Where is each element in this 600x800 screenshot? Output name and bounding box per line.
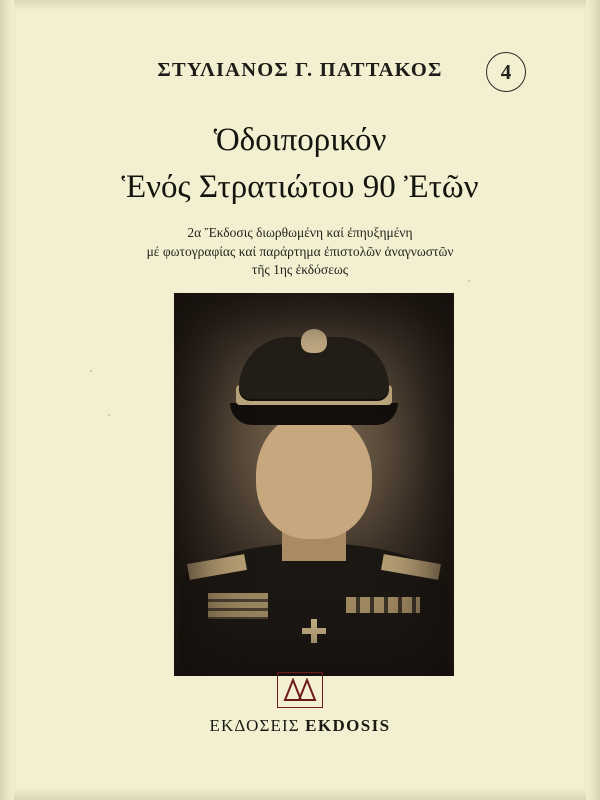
portrait-backdrop [174, 293, 454, 676]
edition-subtitle [16, 224, 584, 280]
paper-speck [468, 280, 470, 282]
book-title [16, 117, 584, 211]
edition-subtitle-line-2: μέ φωτογραφίας καί παράρτημα ἐπιστολῶν ἀναγνωστῶν [146, 243, 454, 259]
publisher-name [16, 716, 584, 736]
photo-vignette [174, 293, 454, 676]
book-title-line-2: Ἑνός Στρατιώτου 90 Ἐτῶν [121, 169, 479, 205]
edition-subtitle-line-3: τῆς 1ης ἐκδόσεως [251, 262, 349, 277]
edition-subtitle-line-1: 2α Ἔκδοσις διωρθωμένη καί ἐπηυξημένη [187, 225, 413, 240]
cover-inner-surface [16, 12, 584, 788]
series-number-badge: 4 [486, 52, 526, 92]
paper-edge-top [0, 0, 600, 10]
author-name: ΣΤΥΛΙΑΝΟΣ Γ. ΠΑΤΤΑΚΟΣ [157, 59, 443, 81]
author-portrait-photo [174, 293, 454, 676]
paper-speck [90, 370, 92, 372]
publisher-logo-icon [277, 672, 323, 708]
publisher-block [16, 672, 584, 736]
paper-edge-left [0, 0, 14, 800]
publisher-name-latin: EKDOSIS [305, 716, 391, 735]
paper-edge-right [586, 0, 600, 800]
book-title-line-1: Ὁδοιπορικόν [213, 122, 387, 158]
paper-speck [108, 414, 110, 416]
publisher-name-greek: ΕΚΔΟΣΕΙΣ [209, 716, 300, 735]
paper-edge-bottom [0, 788, 600, 800]
